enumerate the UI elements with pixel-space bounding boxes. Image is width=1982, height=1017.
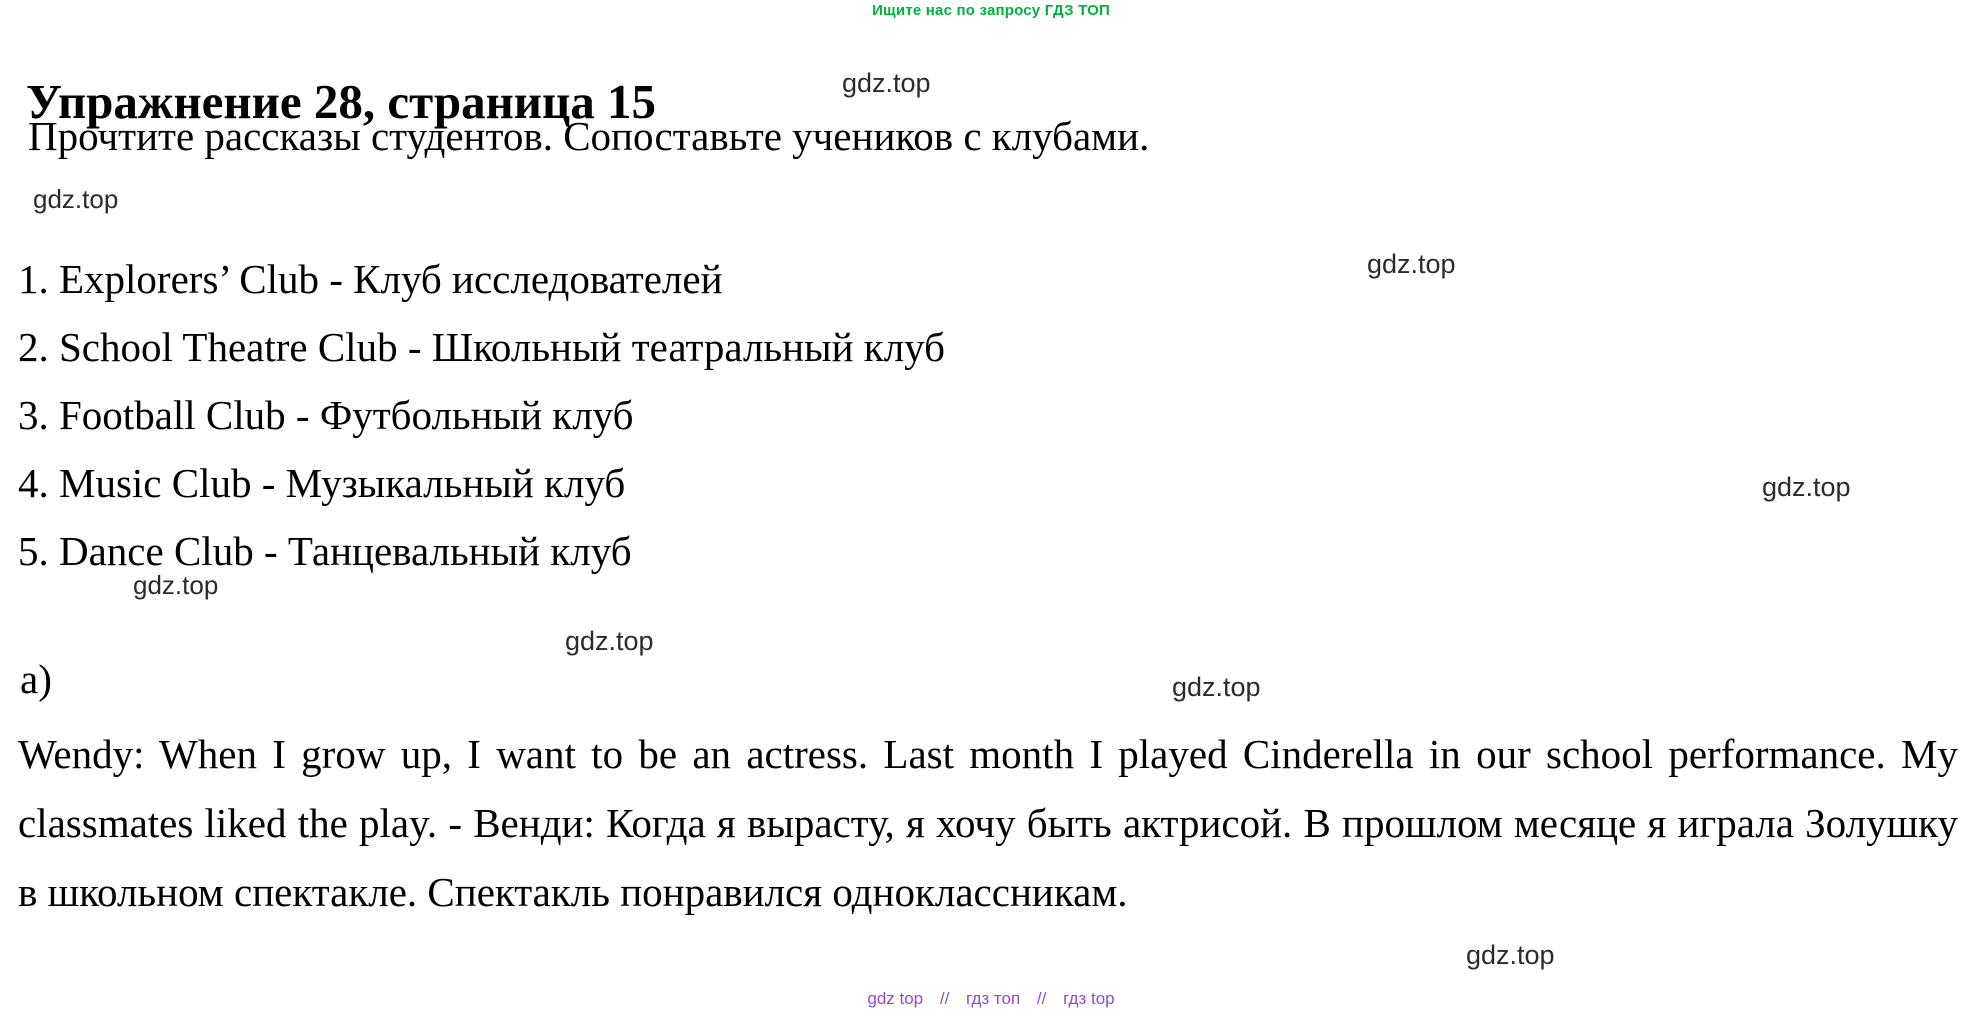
footer-separator-2: // [1036,989,1047,1008]
watermark: gdz.top [1762,472,1851,502]
watermark: gdz.top [1367,249,1456,279]
dialogue-paragraph: Wendy: When I grow up, I want to be an actress. Last month I played Cinderella in our school performance. My classmates liked the play. - Венди: Когда я вырасту, я хочу быть актрисой. В прошлом месяце я играла Золушку в школьном спектакле. Спектакль понравился одноклассникам. [18,731,1958,915]
footer-watermark [0,989,1982,1009]
watermark: gdz.top [842,68,931,98]
watermark: gdz.top [1172,672,1261,702]
footer-separator-1: // [939,989,950,1008]
list-item: 3. Football Club - Футбольный клуб [18,392,634,438]
footer-item-3: гдз top [1063,989,1115,1008]
list-item: 2. School Theatre Club - Школьный театральный клуб [18,324,945,370]
footer-item-1: gdz top [867,989,924,1008]
task-instruction: Прочтите рассказы студентов. Сопоставьте учеников с клубами. [28,113,1150,159]
club-list [18,245,1418,585]
list-item: 4. Music Club - Музыкальный клуб [18,460,626,506]
watermark: gdz.top [133,570,219,600]
watermark: gdz.top [33,184,119,214]
list-item: 5. Dance Club - Танцевальный клуб [18,528,632,574]
section-label-a: a) [20,656,52,702]
watermark: gdz.top [1466,940,1555,970]
footer-item-2: гдз топ [966,989,1021,1008]
list-item: 1. Explorers’ Club - Клуб исследователей [18,256,723,302]
promo-banner: Ищите нас по запросу ГДЗ ТОП [872,2,1110,19]
page-title: Упражнение 28, страница 15 [26,73,657,129]
watermark: gdz.top [565,626,654,656]
